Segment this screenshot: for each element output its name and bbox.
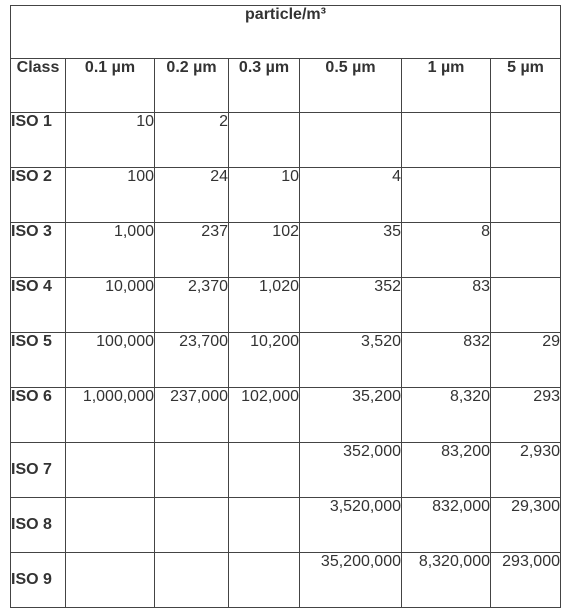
row-class-label: ISO 8 [11,498,66,553]
row-class-label: ISO 2 [11,168,66,223]
row-class-label: ISO 6 [11,388,66,443]
header-0-2um: 0.2 µm [155,59,229,113]
table-cell: 8,320 [402,388,491,443]
header-class: Class [11,59,66,113]
row-class-label: ISO 5 [11,333,66,388]
iso-cleanroom-class-table [10,5,561,608]
header-0-5um: 0.5 µm [300,59,402,113]
row-class-label: ISO 7 [11,443,66,498]
table-cell: 832 [402,333,491,388]
table-cell: 10 [229,168,300,223]
table-cell: 1,020 [229,278,300,333]
row-class-label: ISO 4 [11,278,66,333]
row-class-label: ISO 3 [11,223,66,278]
table-cell [229,113,300,168]
table-cell [402,168,491,223]
table-cell: 10 [66,113,155,168]
table-row [11,223,561,278]
table-cell: 29,300 [491,498,561,553]
table-cell: 8 [402,223,491,278]
header-1um: 1 µm [402,59,491,113]
table-cell: 102,000 [229,388,300,443]
table-row [11,553,561,608]
table-cell: 352 [300,278,402,333]
header-0-1um: 0.1 µm [66,59,155,113]
table-cell [491,278,561,333]
table-row [11,113,561,168]
table-cell: 8,320,000 [402,553,491,608]
table-cell: 4 [300,168,402,223]
table-cell: 10,000 [66,278,155,333]
table-row [11,333,561,388]
table-cell: 100 [66,168,155,223]
header-0-3um: 0.3 µm [229,59,300,113]
table-row [11,168,561,223]
table-cell [155,443,229,498]
table-cell [66,553,155,608]
table-cell [229,553,300,608]
table-cell: 237 [155,223,229,278]
table-cell [155,553,229,608]
table-row [11,498,561,553]
table-cell: 24 [155,168,229,223]
table-cell [229,443,300,498]
table-cell [229,498,300,553]
table-cell: 2,930 [491,443,561,498]
table-cell [491,113,561,168]
table-row [11,278,561,333]
header-5um: 5 µm [491,59,561,113]
table-body [11,113,561,608]
row-class-label: ISO 9 [11,553,66,608]
table-cell [402,113,491,168]
table-cell [491,168,561,223]
table-cell [300,113,402,168]
table-cell: 293 [491,388,561,443]
table-cell: 100,000 [66,333,155,388]
table-cell [66,498,155,553]
table-cell: 1,000,000 [66,388,155,443]
table-cell: 1,000 [66,223,155,278]
table-cell [155,498,229,553]
table-cell: 3,520 [300,333,402,388]
table-row [11,443,561,498]
table-row [11,388,561,443]
table-cell: 35 [300,223,402,278]
table-cell: 23,700 [155,333,229,388]
table-cell: 352,000 [300,443,402,498]
table-cell: 2 [155,113,229,168]
table-cell: 2,370 [155,278,229,333]
row-class-label: ISO 1 [11,113,66,168]
table-cell: 10,200 [229,333,300,388]
table-cell: 83 [402,278,491,333]
table-cell: 832,000 [402,498,491,553]
table-title: particle/m³ [11,6,561,59]
table-cell [66,443,155,498]
table-cell: 29 [491,333,561,388]
table-cell [491,223,561,278]
table-cell: 293,000 [491,553,561,608]
table-cell: 237,000 [155,388,229,443]
table-cell: 35,200,000 [300,553,402,608]
table-cell: 3,520,000 [300,498,402,553]
table-cell: 83,200 [402,443,491,498]
table-cell: 35,200 [300,388,402,443]
table-cell: 102 [229,223,300,278]
